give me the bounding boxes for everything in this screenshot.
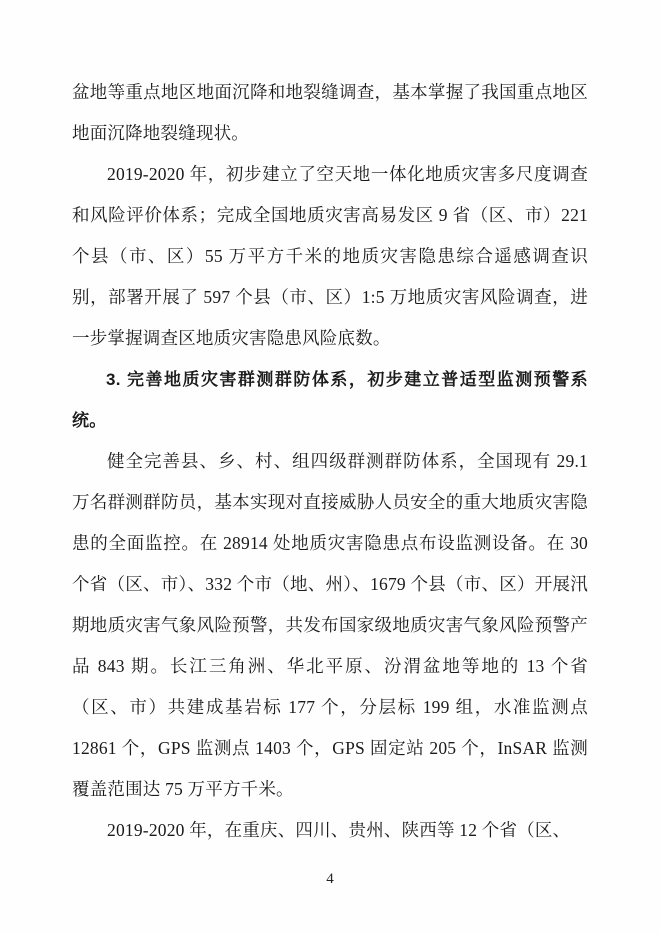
page-number: 4 [326, 871, 334, 887]
paragraph-continued: 盆地等重点地区地面沉降和地裂缝调查，基本掌握了我国重点地区地面沉降地裂缝现状。 [72, 82, 588, 143]
paragraph-pilot-provinces: 2019-2020 年，在重庆、四川、贵州、陕西等 12 个省（区、 [107, 820, 571, 840]
section-heading-3: 3. 完善地质灾害群测群防体系，初步建立普适型监测预警系统。 [72, 370, 588, 430]
paragraph-survey-system: 2019-2020 年，初步建立了空天地一体化地质灾害多尺度调查和风险评价体系；完成全国地质灾害高易发区 9 省（区、市）221 个县（市、区）55 万平方千米的地质灾害隐患综合遥感调查识别，部署开展了 597 个县（市、区）1:5 万地质灾害风险调查，进一步掌握调查区地质灾害隐患风险底数。 [72, 164, 588, 348]
document-body [72, 72, 588, 851]
paragraph-monitoring-network: 健全完善县、乡、村、组四级群测群防体系，全国现有 29.1 万名群测群防员，基本实现对直接威胁人员安全的重大地质灾害隐患的全面监控。在 28914 处地质灾害隐患点布设监测设备。在 30 个省（区、市）、332 个市（地、州）、1679 个县（市、区）开展汛期地质灾害气象风险预警，共发布国家级地质灾害气象风险预警产品 843 期。长江三角洲、华北平原、汾渭盆地等地的 13 个省（区、市）共建成基岩标 177 个，分层标 199 组，水准监测点 12861 个，GPS 监测点 1403 个，GPS 固定站 205 个，InSAR 监测覆盖范围达 75 万平方千米。 [72, 451, 588, 799]
